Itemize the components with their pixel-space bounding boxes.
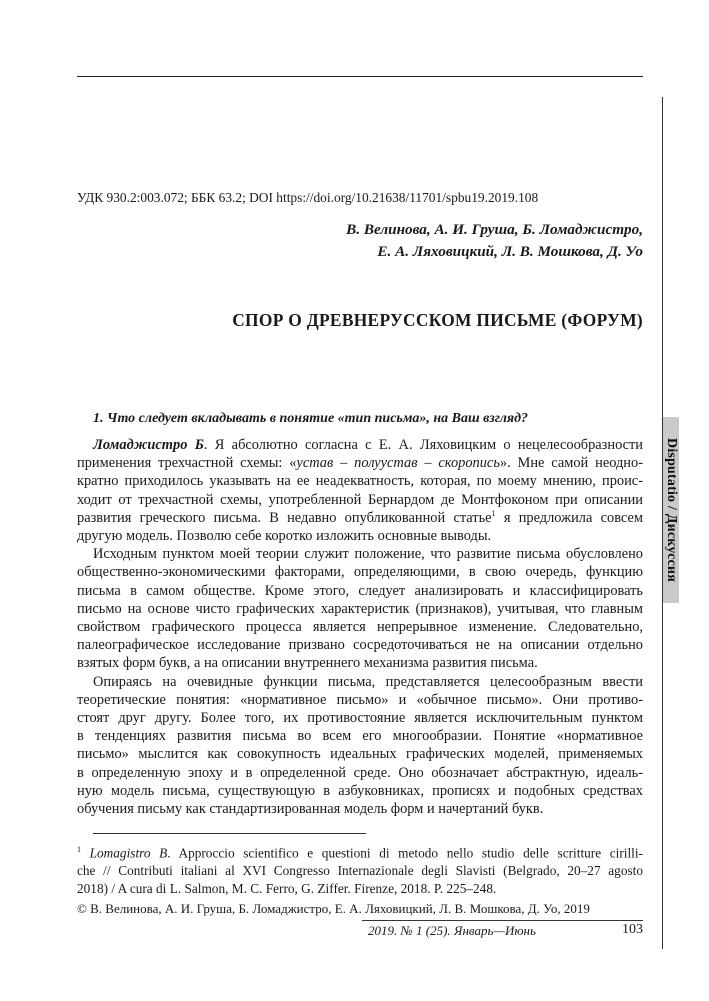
body-line: ную модель письма, существующую в азбуковниках, прописях и подобных средствах bbox=[77, 782, 643, 799]
header-rule bbox=[77, 76, 643, 77]
article-title: СПОР О ДРЕВНЕРУССКОМ ПИСЬМЕ (ФОРУМ) bbox=[232, 310, 643, 330]
section-tab bbox=[663, 417, 679, 603]
journal-issue: 2019. № 1 (25). Январь—Июнь bbox=[368, 923, 536, 938]
authors-line-1: В. Велинова, А. И. Груша, Б. Ломаджистро, bbox=[346, 221, 643, 238]
footnote-line: $^1$ Lomagistro B. Approccio scientifico e questioni di metodo nello studio delle scritture cirilli- bbox=[77, 845, 643, 861]
body-line: взятых форм букв, а на описании внутреннего механизма развития письма. bbox=[77, 655, 538, 672]
article-body bbox=[77, 436, 643, 818]
body-line: свойством графического процесса является непрерывное изменение. Следовательно, bbox=[77, 619, 643, 636]
body-line: в определенную эпоху и в определенной среде. Оно обозначает абстрактную, идеаль- bbox=[77, 764, 643, 781]
body-line: Исходным пунктом моей теории служит положение, что развитие письма обусловлено bbox=[93, 546, 643, 563]
copyright-line: © В. Велинова, А. И. Груша, Б. Ломаджистро, Е. А. Ляховицкий, Л. В. Мошкова, Д. Уо, 2019 bbox=[77, 901, 590, 916]
body-line: ходит от трехчастной схемы, употребленной Бернардом де Монтфоконом при описании bbox=[77, 491, 643, 508]
footnote bbox=[77, 841, 643, 897]
footnote-author: Lomagistro B bbox=[89, 845, 168, 861]
body-line: письмо» мыслится как совокупность идеальных графических моделей, применяемых bbox=[77, 746, 643, 763]
page-number: 103 bbox=[622, 922, 643, 937]
forum-question: 1. Что следует вкладывать в понятие «тип письма», на Ваш взгляд? bbox=[93, 411, 529, 426]
footnote-ref[interactable]: 1 bbox=[491, 509, 496, 519]
body-line: письма в самом обществе. Кроме этого, следует анализировать и классифицировать bbox=[77, 582, 643, 599]
body-line: Ломаджистро Б. Я абсолютно согласна с Е. А. Ляховицким о нецелесообразности bbox=[93, 437, 643, 453]
section-tab-label: Disputatio / Дискуссия bbox=[664, 438, 679, 582]
body-line: другую модель. Позволю себе коротко изложить основные выводы. bbox=[77, 528, 492, 545]
authors-line-2: Е. А. Ляховицкий, Л. В. Мошкова, Д. Уо bbox=[377, 243, 643, 260]
body-line: развития греческого письма. В недавно опубликованной статье$^1$ я предложила совсем bbox=[77, 509, 643, 526]
body-line: письмо на основе чисто графических характеристик (признаков), учитывая, что главным bbox=[77, 600, 643, 617]
footnote-marker: 1 bbox=[77, 845, 81, 854]
footer-rule bbox=[362, 920, 643, 921]
body-line: теоретические понятия: «нормативное письмо» и «обычное письмо». Они противо- bbox=[77, 691, 643, 708]
udk-doi-line: УДК 930.2:003.072; ББК 63.2; DOI https://doi.org/10.21638/11701/spbu19.2019.108 bbox=[77, 190, 539, 205]
body-line: Опираясь на очевидные функции письма, представляется целесообразным ввести bbox=[93, 673, 643, 690]
authors bbox=[77, 219, 643, 263]
body-line: обучения письму как стандартизированная модель форм и начертаний букв. bbox=[77, 801, 544, 818]
body-line: палеографическое исследование призвано сосредоточиваться не на описании отдельно bbox=[77, 637, 643, 654]
footnote-line: 2018) / A cura di L. Salmon, M. C. Ferro, G. Ziffer. Firenze, 2018. P. 225–248. bbox=[77, 880, 497, 896]
body-line: общественно-экономическими факторами, определяющими, в свою очередь, функцию bbox=[77, 564, 643, 581]
body-line: применения трехчастной схемы: «устав – полуустав – скоропись». Мне самой неодно- bbox=[77, 455, 643, 472]
footnote-rule bbox=[93, 833, 366, 834]
speaker-name: Ломаджистро Б bbox=[93, 437, 204, 453]
body-line: кратно приходилось указывать на ее неадекватность, которая, по моему мнению, проис- bbox=[77, 473, 643, 490]
footnote-line: che // Contributi italiani al XVI Congresso Internazionale degli Slavisti (Belgrado, 20–27 agosto bbox=[77, 863, 643, 879]
body-line: стоят друг другу. Более того, их противостояние является исключительным пунктом bbox=[77, 710, 643, 727]
body-line: в тенденциях развития письма во всем его многообразии. Понятие «нормативное bbox=[77, 728, 643, 745]
